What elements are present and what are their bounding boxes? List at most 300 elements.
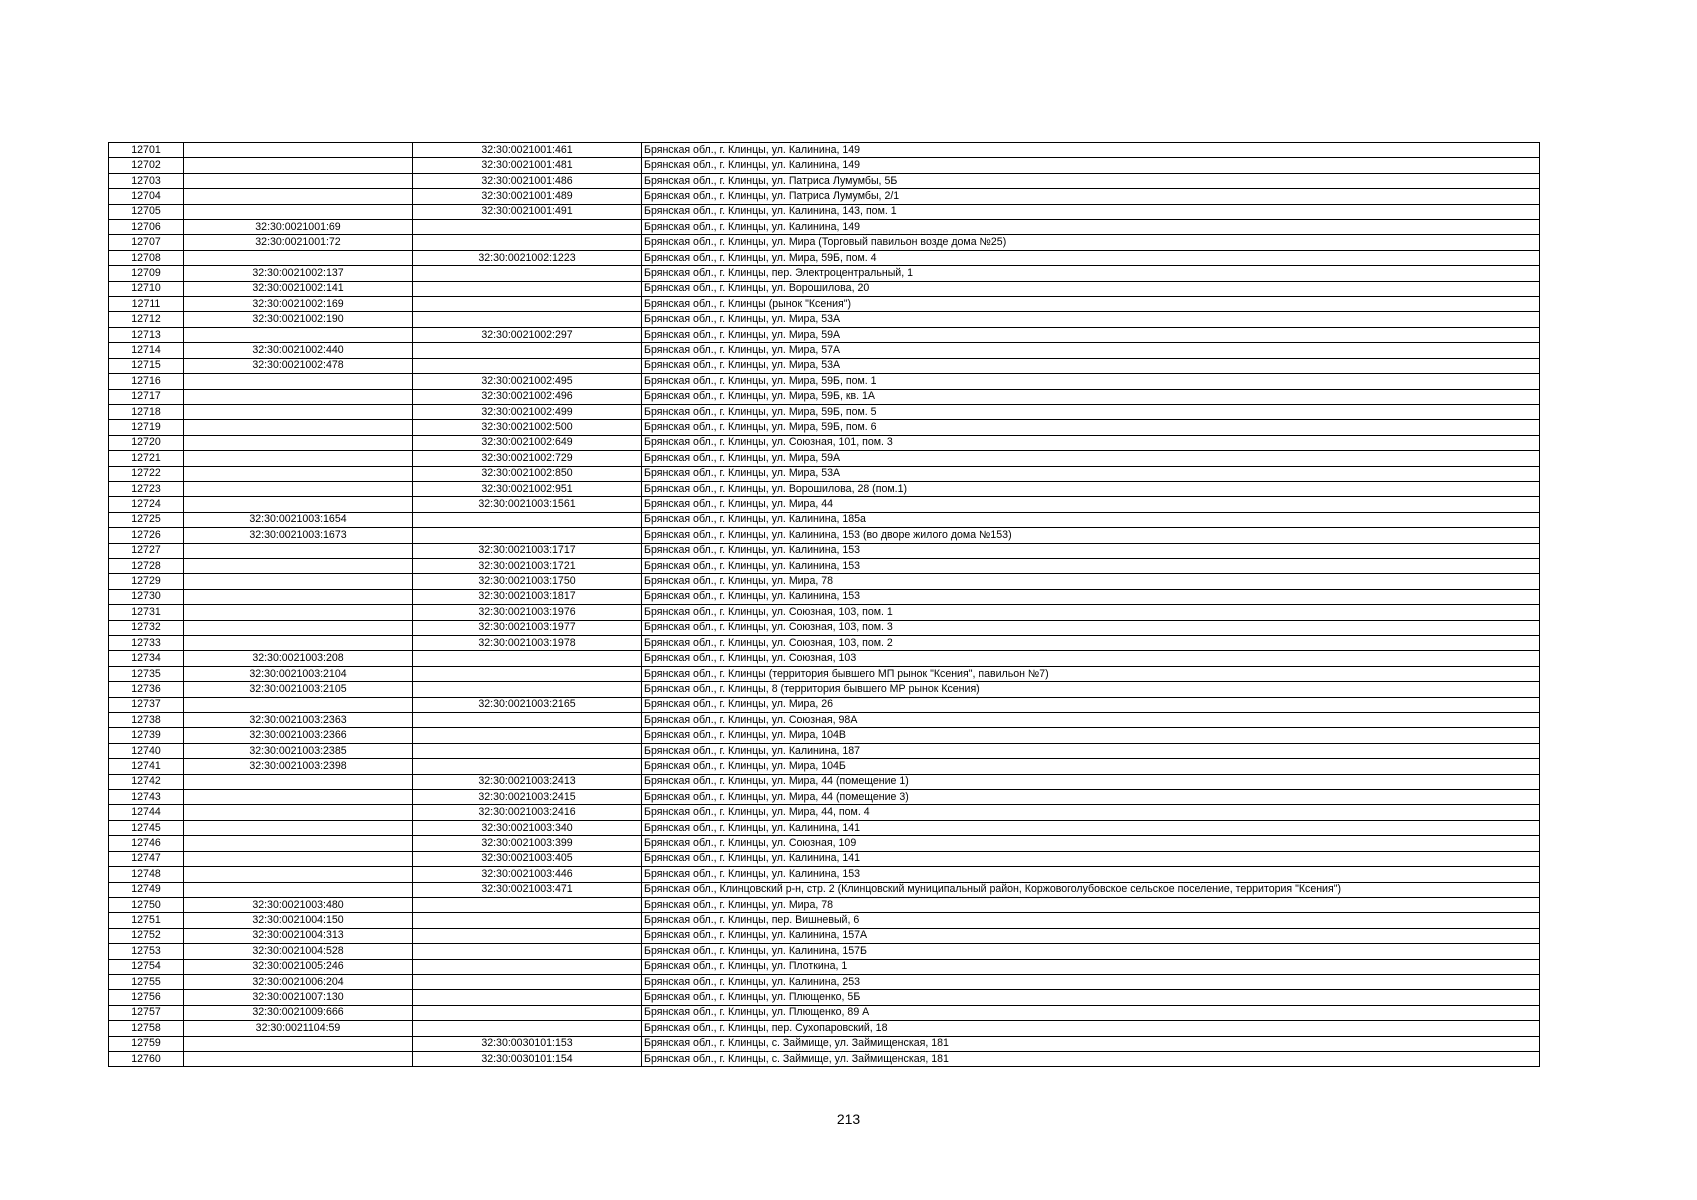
address-cell: Брянская обл., г. Клинцы, ул. Калинина, 157А xyxy=(642,928,1540,943)
cadastral-number-cell: 32:30:0021003:1654 xyxy=(184,512,413,527)
cadastral-number-alt-cell: 32:30:0021002:951 xyxy=(413,481,642,496)
cadastral-number-alt-cell: 32:30:0021003:1721 xyxy=(413,558,642,573)
cadastral-number-alt-cell xyxy=(413,913,642,928)
row-number-cell: 12724 xyxy=(109,497,184,512)
table-row xyxy=(109,820,1540,835)
cadastral-number-alt-cell: 32:30:0021002:850 xyxy=(413,466,642,481)
address-cell: Брянская обл., г. Клинцы, ул. Мира, 59А xyxy=(642,451,1540,466)
table-row xyxy=(109,343,1540,358)
row-number-cell: 12752 xyxy=(109,928,184,943)
table-row xyxy=(109,374,1540,389)
row-number-cell: 12737 xyxy=(109,697,184,712)
cadastral-number-alt-cell: 32:30:0021003:1978 xyxy=(413,636,642,651)
cadastral-number-cell xyxy=(184,851,413,866)
table-row xyxy=(109,143,1540,158)
table-row xyxy=(109,528,1540,543)
address-cell: Брянская обл., г. Клинцы, ул. Мира, 104Б xyxy=(642,759,1540,774)
row-number-cell: 12705 xyxy=(109,204,184,219)
row-number-cell: 12739 xyxy=(109,728,184,743)
table-row xyxy=(109,1005,1540,1020)
table-row xyxy=(109,728,1540,743)
address-cell: Брянская обл., г. Клинцы, ул. Патриса Лумумбы, 5Б xyxy=(642,173,1540,188)
row-number-cell: 12727 xyxy=(109,543,184,558)
table-row xyxy=(109,512,1540,527)
cadastral-number-cell: 32:30:0021002:137 xyxy=(184,266,413,281)
cadastral-number-cell xyxy=(184,250,413,265)
address-cell: Брянская обл., г. Клинцы, ул. Мира, 44, пом. 4 xyxy=(642,805,1540,820)
address-cell: Брянская обл., г. Клинцы, ул. Калинина, 153 xyxy=(642,867,1540,882)
cadastral-number-alt-cell: 32:30:0021002:1223 xyxy=(413,250,642,265)
row-number-cell: 12731 xyxy=(109,605,184,620)
row-number-cell: 12748 xyxy=(109,867,184,882)
row-number-cell: 12733 xyxy=(109,636,184,651)
address-cell: Брянская обл., г. Клинцы, ул. Калинина, 143, пом. 1 xyxy=(642,204,1540,219)
cadastral-number-alt-cell xyxy=(413,281,642,296)
row-number-cell: 12742 xyxy=(109,774,184,789)
cadastral-number-cell xyxy=(184,189,413,204)
cadastral-number-alt-cell: 32:30:0021003:2413 xyxy=(413,774,642,789)
cadastral-number-cell: 32:30:0021002:169 xyxy=(184,297,413,312)
row-number-cell: 12717 xyxy=(109,389,184,404)
address-cell: Брянская обл., г. Клинцы, ул. Калинина, 153 xyxy=(642,558,1540,573)
row-number-cell: 12758 xyxy=(109,1021,184,1036)
address-cell: Брянская обл., г. Клинцы, ул. Плоткина, 1 xyxy=(642,959,1540,974)
table-row xyxy=(109,944,1540,959)
table-row xyxy=(109,481,1540,496)
table-row xyxy=(109,173,1540,188)
address-cell: Брянская обл., г. Клинцы, ул. Мира, 78 xyxy=(642,897,1540,912)
table-row xyxy=(109,389,1540,404)
table-row xyxy=(109,420,1540,435)
cadastral-number-cell xyxy=(184,451,413,466)
table-row xyxy=(109,928,1540,943)
address-cell: Брянская обл., г. Клинцы, ул. Мира, 104В xyxy=(642,728,1540,743)
cadastral-number-cell: 32:30:0021003:2104 xyxy=(184,666,413,681)
row-number-cell: 12750 xyxy=(109,897,184,912)
address-cell: Брянская обл., г. Клинцы, с. Займище, ул. Займищенская, 181 xyxy=(642,1036,1540,1051)
row-number-cell: 12741 xyxy=(109,759,184,774)
cadastral-number-alt-cell: 32:30:0021002:500 xyxy=(413,420,642,435)
address-cell: Брянская обл., г. Клинцы, ул. Калинина, 141 xyxy=(642,851,1540,866)
cadastral-number-alt-cell: 32:30:0021002:649 xyxy=(413,435,642,450)
cadastral-number-alt-cell xyxy=(413,897,642,912)
cadastral-number-cell xyxy=(184,867,413,882)
table-row xyxy=(109,759,1540,774)
cadastral-number-alt-cell: 32:30:0021002:297 xyxy=(413,327,642,342)
address-cell: Брянская обл., г. Клинцы, с. Займище, ул. Займищенская, 181 xyxy=(642,1051,1540,1066)
cadastral-number-alt-cell: 32:30:0021002:499 xyxy=(413,404,642,419)
address-cell: Брянская обл., г. Клинцы, пер. Вишневый, 6 xyxy=(642,913,1540,928)
table-row xyxy=(109,836,1540,851)
row-number-cell: 12714 xyxy=(109,343,184,358)
cadastral-number-alt-cell: 32:30:0021001:461 xyxy=(413,143,642,158)
address-cell: Брянская обл., г. Клинцы, ул. Мира, 44 (помещение 3) xyxy=(642,790,1540,805)
cadastral-number-alt-cell: 32:30:0021003:1561 xyxy=(413,497,642,512)
cadastral-number-cell xyxy=(184,774,413,789)
table-row xyxy=(109,1036,1540,1051)
cadastral-number-alt-cell xyxy=(413,1005,642,1020)
table-row xyxy=(109,682,1540,697)
cadastral-number-alt-cell: 32:30:0030101:154 xyxy=(413,1051,642,1066)
row-number-cell: 12751 xyxy=(109,913,184,928)
row-number-cell: 12753 xyxy=(109,944,184,959)
cadastral-number-cell xyxy=(184,636,413,651)
address-cell: Брянская обл., г. Клинцы, ул. Калинина, 185а xyxy=(642,512,1540,527)
cadastral-number-cell xyxy=(184,327,413,342)
cadastral-number-cell xyxy=(184,697,413,712)
address-cell: Брянская обл., г. Клинцы (рынок "Ксения") xyxy=(642,297,1540,312)
cadastral-number-alt-cell: 32:30:0030101:153 xyxy=(413,1036,642,1051)
cadastral-number-cell: 32:30:0021003:2105 xyxy=(184,682,413,697)
address-cell: Брянская обл., г. Клинцы, ул. Мира, 53А xyxy=(642,466,1540,481)
row-number-cell: 12736 xyxy=(109,682,184,697)
cadastral-number-alt-cell xyxy=(413,312,642,327)
cadastral-number-cell xyxy=(184,836,413,851)
cadastral-number-cell: 32:30:0021003:2398 xyxy=(184,759,413,774)
table-row xyxy=(109,805,1540,820)
row-number-cell: 12706 xyxy=(109,220,184,235)
cadastral-number-alt-cell: 32:30:0021003:1817 xyxy=(413,589,642,604)
cadastral-number-alt-cell xyxy=(413,928,642,943)
address-cell: Брянская обл., г. Клинцы, ул. Мира, 26 xyxy=(642,697,1540,712)
table-row xyxy=(109,204,1540,219)
address-cell: Брянская обл., г. Клинцы, ул. Мира, 44 (помещение 1) xyxy=(642,774,1540,789)
address-cell: Брянская обл., г. Клинцы, ул. Плющенко, 89 А xyxy=(642,1005,1540,1020)
address-cell: Брянская обл., г. Клинцы, ул. Калинина, 149 xyxy=(642,158,1540,173)
table-row xyxy=(109,959,1540,974)
cadastral-number-cell xyxy=(184,389,413,404)
cadastral-number-alt-cell: 32:30:0021003:446 xyxy=(413,867,642,882)
cadastral-number-cell xyxy=(184,574,413,589)
address-cell: Брянская обл., г. Клинцы, 8 (территория бывшего МР рынок Ксения) xyxy=(642,682,1540,697)
table-row xyxy=(109,636,1540,651)
cadastral-number-cell xyxy=(184,558,413,573)
cadastral-number-cell xyxy=(184,481,413,496)
address-cell: Брянская обл., г. Клинцы, ул. Патриса Лумумбы, 2/1 xyxy=(642,189,1540,204)
table-row xyxy=(109,297,1540,312)
row-number-cell: 12730 xyxy=(109,589,184,604)
address-cell: Брянская обл., г. Клинцы, ул. Ворошилова, 28 (пом.1) xyxy=(642,481,1540,496)
address-cell: Брянская обл., г. Клинцы, ул. Мира, 59Б, пом. 4 xyxy=(642,250,1540,265)
cadastral-number-cell xyxy=(184,404,413,419)
row-number-cell: 12723 xyxy=(109,481,184,496)
address-cell: Брянская обл., г. Клинцы, ул. Мира, 59Б, пом. 5 xyxy=(642,404,1540,419)
table-row xyxy=(109,913,1540,928)
row-number-cell: 12703 xyxy=(109,173,184,188)
row-number-cell: 12712 xyxy=(109,312,184,327)
row-number-cell: 12713 xyxy=(109,327,184,342)
row-number-cell: 12728 xyxy=(109,558,184,573)
row-number-cell: 12746 xyxy=(109,836,184,851)
row-number-cell: 12725 xyxy=(109,512,184,527)
row-number-cell: 12710 xyxy=(109,281,184,296)
address-cell: Брянская обл., г. Клинцы, ул. Союзная, 109 xyxy=(642,836,1540,851)
table-row xyxy=(109,327,1540,342)
row-number-cell: 12747 xyxy=(109,851,184,866)
cadastral-number-alt-cell: 32:30:0021001:491 xyxy=(413,204,642,219)
table-row xyxy=(109,543,1540,558)
table-row xyxy=(109,651,1540,666)
address-cell: Брянская обл., г. Клинцы, ул. Калинина, 187 xyxy=(642,743,1540,758)
address-cell: Брянская обл., г. Клинцы, ул. Мира, 59А xyxy=(642,327,1540,342)
cadastral-number-cell: 32:30:0021004:528 xyxy=(184,944,413,959)
cadastral-number-alt-cell xyxy=(413,512,642,527)
address-cell: Брянская обл., г. Клинцы, ул. Союзная, 103, пом. 3 xyxy=(642,620,1540,635)
cadastral-number-alt-cell xyxy=(413,528,642,543)
row-number-cell: 12720 xyxy=(109,435,184,450)
cadastral-number-cell xyxy=(184,589,413,604)
address-cell: Брянская обл., г. Клинцы, ул. Союзная, 103, пом. 2 xyxy=(642,636,1540,651)
row-number-cell: 12707 xyxy=(109,235,184,250)
cadastral-number-cell xyxy=(184,374,413,389)
cadastral-number-cell xyxy=(184,435,413,450)
cadastral-number-alt-cell: 32:30:0021003:1977 xyxy=(413,620,642,635)
address-cell: Брянская обл., г. Клинцы, ул. Мира, 59Б, пом. 6 xyxy=(642,420,1540,435)
cadastral-number-alt-cell xyxy=(413,959,642,974)
table-row xyxy=(109,220,1540,235)
table-row xyxy=(109,990,1540,1005)
cadastral-number-cell xyxy=(184,204,413,219)
address-cell: Брянская обл., Клинцовский р-н, стр. 2 (Клинцовский муниципальный район, Коржовоголубовское сельское поселение, территория "Ксения") xyxy=(642,882,1540,897)
row-number-cell: 12759 xyxy=(109,1036,184,1051)
cadastral-number-cell: 32:30:0021002:440 xyxy=(184,343,413,358)
cadastral-number-cell xyxy=(184,620,413,635)
cadastral-number-alt-cell xyxy=(413,666,642,681)
row-number-cell: 12744 xyxy=(109,805,184,820)
cadastral-number-cell: 32:30:0021004:313 xyxy=(184,928,413,943)
cadastral-number-cell: 32:30:0021003:208 xyxy=(184,651,413,666)
cadastral-number-alt-cell xyxy=(413,297,642,312)
row-number-cell: 12734 xyxy=(109,651,184,666)
row-number-cell: 12754 xyxy=(109,959,184,974)
table-row xyxy=(109,897,1540,912)
row-number-cell: 12755 xyxy=(109,974,184,989)
cadastral-number-cell: 32:30:0021003:2385 xyxy=(184,743,413,758)
cadastral-number-cell: 32:30:0021001:69 xyxy=(184,220,413,235)
address-cell: Брянская обл., г. Клинцы, ул. Калинина, 149 xyxy=(642,220,1540,235)
row-number-cell: 12735 xyxy=(109,666,184,681)
table-row xyxy=(109,697,1540,712)
cadastral-number-cell xyxy=(184,882,413,897)
row-number-cell: 12704 xyxy=(109,189,184,204)
table-row xyxy=(109,451,1540,466)
cadastral-number-cell xyxy=(184,420,413,435)
table-row xyxy=(109,974,1540,989)
cadastral-number-alt-cell: 32:30:0021001:489 xyxy=(413,189,642,204)
address-cell: Брянская обл., г. Клинцы, ул. Калинина, 141 xyxy=(642,820,1540,835)
cadastral-number-cell: 32:30:0021002:478 xyxy=(184,358,413,373)
cadastral-number-alt-cell xyxy=(413,682,642,697)
table-row xyxy=(109,605,1540,620)
cadastral-number-alt-cell xyxy=(413,713,642,728)
cadastral-number-alt-cell xyxy=(413,651,642,666)
cadastral-number-cell xyxy=(184,790,413,805)
address-cell: Брянская обл., г. Клинцы, ул. Союзная, 101, пом. 3 xyxy=(642,435,1540,450)
cadastral-number-cell xyxy=(184,497,413,512)
address-cell: Брянская обл., г. Клинцы, ул. Мира, 59Б, кв. 1А xyxy=(642,389,1540,404)
cadastral-number-cell xyxy=(184,1051,413,1066)
table-row xyxy=(109,250,1540,265)
cadastral-number-cell: 32:30:0021007:130 xyxy=(184,990,413,1005)
cadastral-number-cell xyxy=(184,143,413,158)
cadastral-number-alt-cell xyxy=(413,266,642,281)
cadastral-number-cell xyxy=(184,543,413,558)
table-row xyxy=(109,1021,1540,1036)
cadastral-number-cell: 32:30:0021002:190 xyxy=(184,312,413,327)
cadastral-number-cell xyxy=(184,466,413,481)
address-cell: Брянская обл., г. Клинцы, ул. Мира, 53А xyxy=(642,312,1540,327)
cadastral-number-cell: 32:30:0021003:2363 xyxy=(184,713,413,728)
cadastral-number-cell xyxy=(184,605,413,620)
cadastral-number-alt-cell: 32:30:0021003:340 xyxy=(413,820,642,835)
address-cell: Брянская обл., г. Клинцы, ул. Мира, 78 xyxy=(642,574,1540,589)
row-number-cell: 12718 xyxy=(109,404,184,419)
cadastral-number-alt-cell: 32:30:0021003:1750 xyxy=(413,574,642,589)
cadastral-number-alt-cell xyxy=(413,743,642,758)
cadastral-number-cell xyxy=(184,173,413,188)
row-number-cell: 12756 xyxy=(109,990,184,1005)
cadastral-number-alt-cell xyxy=(413,235,642,250)
row-number-cell: 12749 xyxy=(109,882,184,897)
cadastral-number-alt-cell: 32:30:0021003:2415 xyxy=(413,790,642,805)
row-number-cell: 12709 xyxy=(109,266,184,281)
cadastral-number-cell: 32:30:0021005:246 xyxy=(184,959,413,974)
cadastral-number-alt-cell: 32:30:0021002:729 xyxy=(413,451,642,466)
row-number-cell: 12715 xyxy=(109,358,184,373)
cadastral-number-alt-cell xyxy=(413,220,642,235)
cadastral-number-alt-cell xyxy=(413,358,642,373)
cadastral-number-cell: 32:30:0021003:480 xyxy=(184,897,413,912)
cadastral-number-alt-cell: 32:30:0021003:399 xyxy=(413,836,642,851)
address-cell: Брянская обл., г. Клинцы (территория бывшего МП рынок "Ксения", павильон №7) xyxy=(642,666,1540,681)
address-cell: Брянская обл., г. Клинцы, ул. Мира, 59Б, пом. 1 xyxy=(642,374,1540,389)
table-row xyxy=(109,790,1540,805)
table-row xyxy=(109,281,1540,296)
table-row xyxy=(109,358,1540,373)
row-number-cell: 12729 xyxy=(109,574,184,589)
cadastral-number-cell: 32:30:0021104:59 xyxy=(184,1021,413,1036)
table-row xyxy=(109,882,1540,897)
cadastral-number-alt-cell: 32:30:0021003:405 xyxy=(413,851,642,866)
table-row xyxy=(109,312,1540,327)
address-cell: Брянская обл., г. Клинцы, ул. Калинина, 153 xyxy=(642,543,1540,558)
cadastral-number-alt-cell xyxy=(413,974,642,989)
row-number-cell: 12738 xyxy=(109,713,184,728)
cadastral-number-alt-cell: 32:30:0021003:2165 xyxy=(413,697,642,712)
address-cell: Брянская обл., г. Клинцы, ул. Мира, 57А xyxy=(642,343,1540,358)
table-row xyxy=(109,589,1540,604)
table-row xyxy=(109,158,1540,173)
row-number-cell: 12711 xyxy=(109,297,184,312)
address-cell: Брянская обл., г. Клинцы, ул. Калинина, 153 (во дворе жилого дома №153) xyxy=(642,528,1540,543)
row-number-cell: 12732 xyxy=(109,620,184,635)
address-cell: Брянская обл., г. Клинцы, ул. Союзная, 98А xyxy=(642,713,1540,728)
cadastral-number-alt-cell: 32:30:0021002:495 xyxy=(413,374,642,389)
cadastral-number-alt-cell xyxy=(413,759,642,774)
row-number-cell: 12726 xyxy=(109,528,184,543)
row-number-cell: 12743 xyxy=(109,790,184,805)
row-number-cell: 12716 xyxy=(109,374,184,389)
table-row xyxy=(109,851,1540,866)
row-number-cell: 12745 xyxy=(109,820,184,835)
cadastral-number-alt-cell: 32:30:0021001:481 xyxy=(413,158,642,173)
address-cell: Брянская обл., г. Клинцы, ул. Ворошилова, 20 xyxy=(642,281,1540,296)
row-number-cell: 12760 xyxy=(109,1051,184,1066)
cadastral-number-alt-cell xyxy=(413,990,642,1005)
cadastral-number-cell: 32:30:0021006:204 xyxy=(184,974,413,989)
cadastral-number-cell xyxy=(184,1036,413,1051)
table-row xyxy=(109,574,1540,589)
table-row xyxy=(109,435,1540,450)
row-number-cell: 12708 xyxy=(109,250,184,265)
cadastral-number-alt-cell: 32:30:0021003:471 xyxy=(413,882,642,897)
cadastral-number-alt-cell: 32:30:0021001:486 xyxy=(413,173,642,188)
table-row xyxy=(109,497,1540,512)
table-row xyxy=(109,466,1540,481)
table-row xyxy=(109,189,1540,204)
page-number: 213 xyxy=(836,1111,861,1127)
row-number-cell: 12740 xyxy=(109,743,184,758)
address-cell: Брянская обл., г. Клинцы, ул. Калинина, 157Б xyxy=(642,944,1540,959)
cadastral-number-cell: 32:30:0021001:72 xyxy=(184,235,413,250)
cadastral-number-alt-cell xyxy=(413,1021,642,1036)
cadastral-number-alt-cell xyxy=(413,343,642,358)
table-row xyxy=(109,774,1540,789)
address-cell: Брянская обл., г. Клинцы, пер. Электроцентральный, 1 xyxy=(642,266,1540,281)
cadastral-number-cell xyxy=(184,820,413,835)
cadastral-number-alt-cell: 32:30:0021003:2416 xyxy=(413,805,642,820)
cadastral-number-alt-cell: 32:30:0021002:496 xyxy=(413,389,642,404)
cadastral-number-alt-cell xyxy=(413,944,642,959)
cadastral-number-alt-cell: 32:30:0021003:1976 xyxy=(413,605,642,620)
row-number-cell: 12702 xyxy=(109,158,184,173)
table-row xyxy=(109,404,1540,419)
table-row xyxy=(109,713,1540,728)
table-row xyxy=(109,867,1540,882)
address-cell: Брянская обл., г. Клинцы, ул. Мира, 53А xyxy=(642,358,1540,373)
cadastral-number-cell xyxy=(184,805,413,820)
address-cell: Брянская обл., г. Клинцы, ул. Союзная, 103, пом. 1 xyxy=(642,605,1540,620)
table-row xyxy=(109,620,1540,635)
table-row xyxy=(109,743,1540,758)
cadastral-number-cell: 32:30:0021004:150 xyxy=(184,913,413,928)
cadastral-number-cell: 32:30:0021003:1673 xyxy=(184,528,413,543)
cadastral-number-alt-cell xyxy=(413,728,642,743)
table-row xyxy=(109,558,1540,573)
address-cell: Брянская обл., г. Клинцы, ул. Калинина, 149 xyxy=(642,143,1540,158)
row-number-cell: 12701 xyxy=(109,143,184,158)
address-cell: Брянская обл., г. Клинцы, ул. Мира (Торговый павильон возде дома №25) xyxy=(642,235,1540,250)
address-cell: Брянская обл., г. Клинцы, ул. Мира, 44 xyxy=(642,497,1540,512)
table-row xyxy=(109,235,1540,250)
registry-table xyxy=(108,142,1540,1067)
row-number-cell: 12719 xyxy=(109,420,184,435)
table-row xyxy=(109,1051,1540,1066)
row-number-cell: 12722 xyxy=(109,466,184,481)
row-number-cell: 12721 xyxy=(109,451,184,466)
cadastral-number-cell: 32:30:0021003:2366 xyxy=(184,728,413,743)
address-cell: Брянская обл., г. Клинцы, ул. Калинина, 153 xyxy=(642,589,1540,604)
address-cell: Брянская обл., г. Клинцы, ул. Плющенко, 5Б xyxy=(642,990,1540,1005)
row-number-cell: 12757 xyxy=(109,1005,184,1020)
table-row xyxy=(109,266,1540,281)
address-cell: Брянская обл., г. Клинцы, ул. Союзная, 103 xyxy=(642,651,1540,666)
registry-table-body xyxy=(109,143,1540,1067)
cadastral-number-cell xyxy=(184,158,413,173)
cadastral-number-cell: 32:30:0021009:666 xyxy=(184,1005,413,1020)
address-cell: Брянская обл., г. Клинцы, ул. Калинина, 253 xyxy=(642,974,1540,989)
table-row xyxy=(109,666,1540,681)
